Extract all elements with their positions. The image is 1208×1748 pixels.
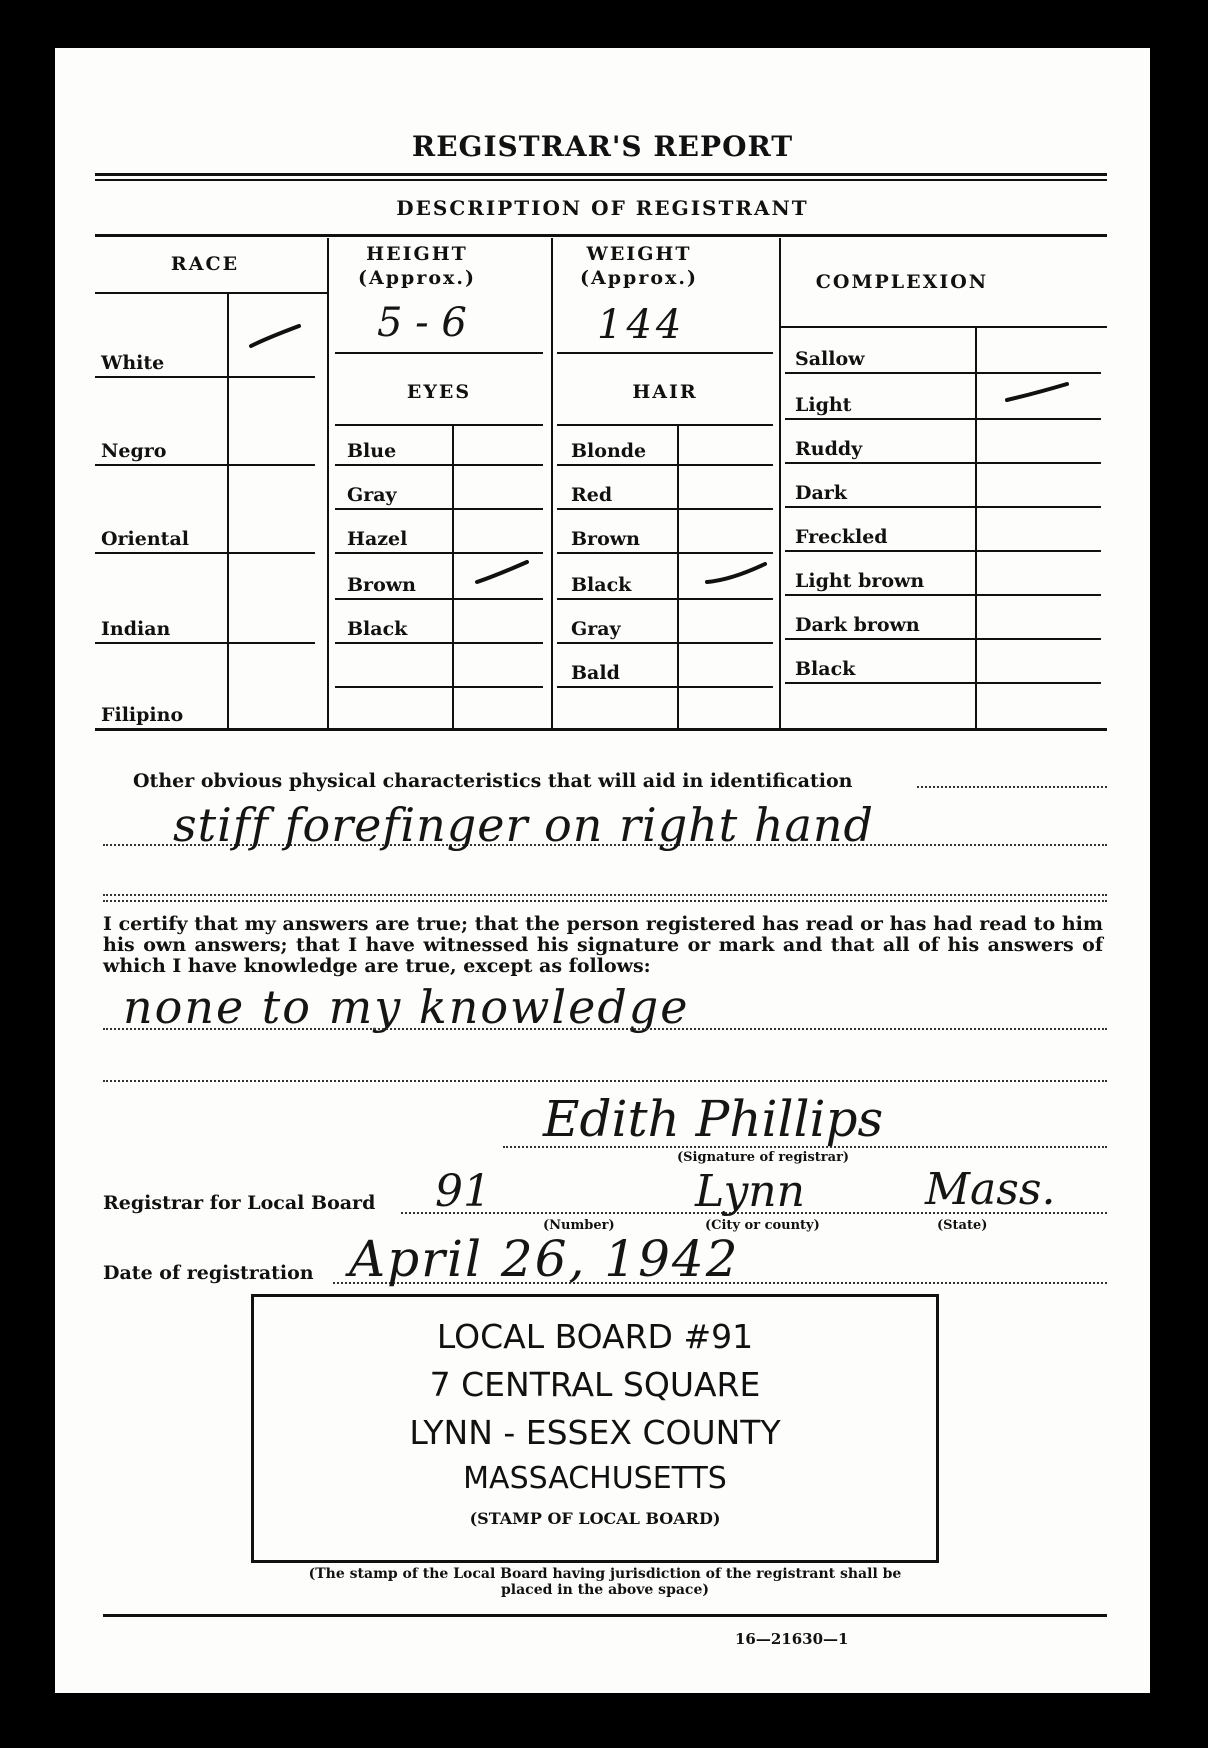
eyes-option: Brown [347,574,416,596]
table-bottom-rule [95,728,1107,731]
hair-row-rule [557,464,773,466]
signature-line [503,1146,1107,1148]
complexion-row-rule [785,418,1101,420]
complexion-option: Ruddy [795,438,863,460]
complexion-option: Black [795,658,856,680]
hair-option: Gray [571,618,621,640]
eyes-row-rule [335,642,543,644]
exceptions-line-2 [103,1080,1107,1082]
race-option: Filipino [101,704,184,726]
hair-row-rule [557,598,773,600]
complexion-row-rule [785,682,1101,684]
other-characteristics-value: stiff forefinger on right hand [173,798,874,852]
hair-header-rule [557,424,773,426]
local-board-label: Registrar for Local Board [103,1192,376,1214]
eyes-row-rule [335,552,543,554]
eyes-option: Blue [347,440,397,462]
complexion-option: Dark [795,482,847,504]
complexion-row-rule [785,594,1101,596]
title-rule-2 [95,179,1107,181]
other-characteristics-leader [917,786,1107,788]
registrar-signature: Edith Phillips [543,1090,884,1148]
registrar-report-card [55,48,1150,1693]
local-board-city: Lynn [695,1166,805,1217]
hair-option: Red [571,484,613,506]
hair-row-rule [557,686,773,688]
eyes-header: EYES [406,381,472,403]
race-header: RACE [170,253,240,275]
form-number: 16—21630—1 [735,1630,849,1648]
eyes-row-rule [335,686,543,688]
report-title: REGISTRAR'S REPORT [411,130,794,163]
eyes-option: Gray [347,484,397,506]
race-row-rule [95,376,315,378]
subtitle-rule [95,234,1107,237]
eyes-row-rule [335,508,543,510]
race-row-rule [95,552,315,554]
grid-v-eyes-check [452,426,454,728]
grid-v-race-end [327,238,329,728]
signature-caption: (Signature of registrar) [677,1150,850,1165]
hair-row-rule [557,508,773,510]
complexion-option: Freckled [795,526,888,548]
title-rule-1 [95,173,1107,176]
hair-option: Blonde [571,440,647,462]
grid-v-hair-check [677,426,679,728]
race-option: Negro [101,440,167,462]
race-option: Indian [101,618,171,640]
complexion-row-rule [785,550,1101,552]
stamp-line-city: LYNN - ESSEX COUNTY [409,1413,781,1452]
certification-text: I certify that my answers are true; that the person registered has read or has had read to him his own answers; that I have witnessed his signature or mark and that all of his answers of which I have knowledge are true, except as follows: [103,913,1103,977]
complexion-row-rule [785,506,1101,508]
stamp-caption: (STAMP OF LOCAL BOARD) [469,1509,721,1528]
local-board-state: Mass. [925,1164,1056,1215]
local-board-number: 91 [435,1166,491,1217]
stamp-line-street: 7 CENTRAL SQUARE [429,1365,761,1404]
report-subtitle: DESCRIPTION OF REGISTRANT [396,196,809,220]
race-row-rule [95,642,315,644]
hair-option: Brown [571,528,640,550]
hair-option: Bald [571,662,620,684]
hair-row-rule [557,642,773,644]
grid-v-height-end [551,238,553,728]
eyes-option: Hazel [347,528,408,550]
height-value-rule [335,352,543,354]
eyes-checkmark-icon [473,556,533,590]
grid-v-race-check [227,293,229,728]
weight-value: 144 [597,302,686,348]
complexion-option: Light [795,394,852,416]
complexion-option: Dark brown [795,614,920,636]
city-caption: (City or county) [705,1218,820,1233]
complexion-row-rule [785,462,1101,464]
complexion-checkmark-icon [1003,374,1073,408]
hair-option: Black [571,574,632,596]
race-option: White [101,352,165,374]
eyes-row-rule [335,598,543,600]
race-option: Oriental [101,528,189,550]
date-label: Date of registration [103,1262,314,1284]
eyes-option: Black [347,618,408,640]
stamp-line-state: MASSACHUSETTS [463,1461,727,1496]
stamp-note: (The stamp of the Local Board having jurisdiction of the registrant shall be placed in the above space) [308,1566,902,1598]
date-value: April 26, 1942 [349,1230,740,1288]
exceptions-value: none to my knowledge [123,980,690,1034]
number-caption: (Number) [543,1218,615,1233]
height-header: HEIGHT (Approx.) [358,243,476,289]
state-caption: (State) [937,1218,988,1233]
other-characteristics-line-2 [103,894,1107,896]
other-characteristics-line-3 [103,900,1107,902]
hair-checkmark-icon [703,558,773,592]
weight-value-rule [557,352,773,354]
exceptions-line [103,1028,1107,1030]
complexion-option: Light brown [795,570,925,592]
other-characteristics-label: Other obvious physical characteristics that will aid in identification [133,770,853,792]
complexion-header-rule [779,326,1107,328]
complexion-row-rule [785,638,1101,640]
hair-row-rule [557,552,773,554]
height-value: 5 - 6 [377,300,467,346]
complexion-header: COMPLEXION [815,271,989,293]
hair-header: HAIR [632,381,698,403]
stamp-line-board: LOCAL BOARD #91 [436,1317,754,1356]
race-checkmark-icon [247,320,307,354]
race-header-rule [95,292,327,294]
footer-rule [103,1614,1107,1617]
complexion-option: Sallow [795,348,865,370]
grid-v-complexion-check [975,328,977,728]
local-board-stamp [251,1294,939,1563]
grid-v-weight-end [779,238,781,728]
weight-header: WEIGHT (Approx.) [580,243,698,289]
eyes-row-rule [335,464,543,466]
race-row-rule [95,464,315,466]
eyes-header-rule [335,424,543,426]
